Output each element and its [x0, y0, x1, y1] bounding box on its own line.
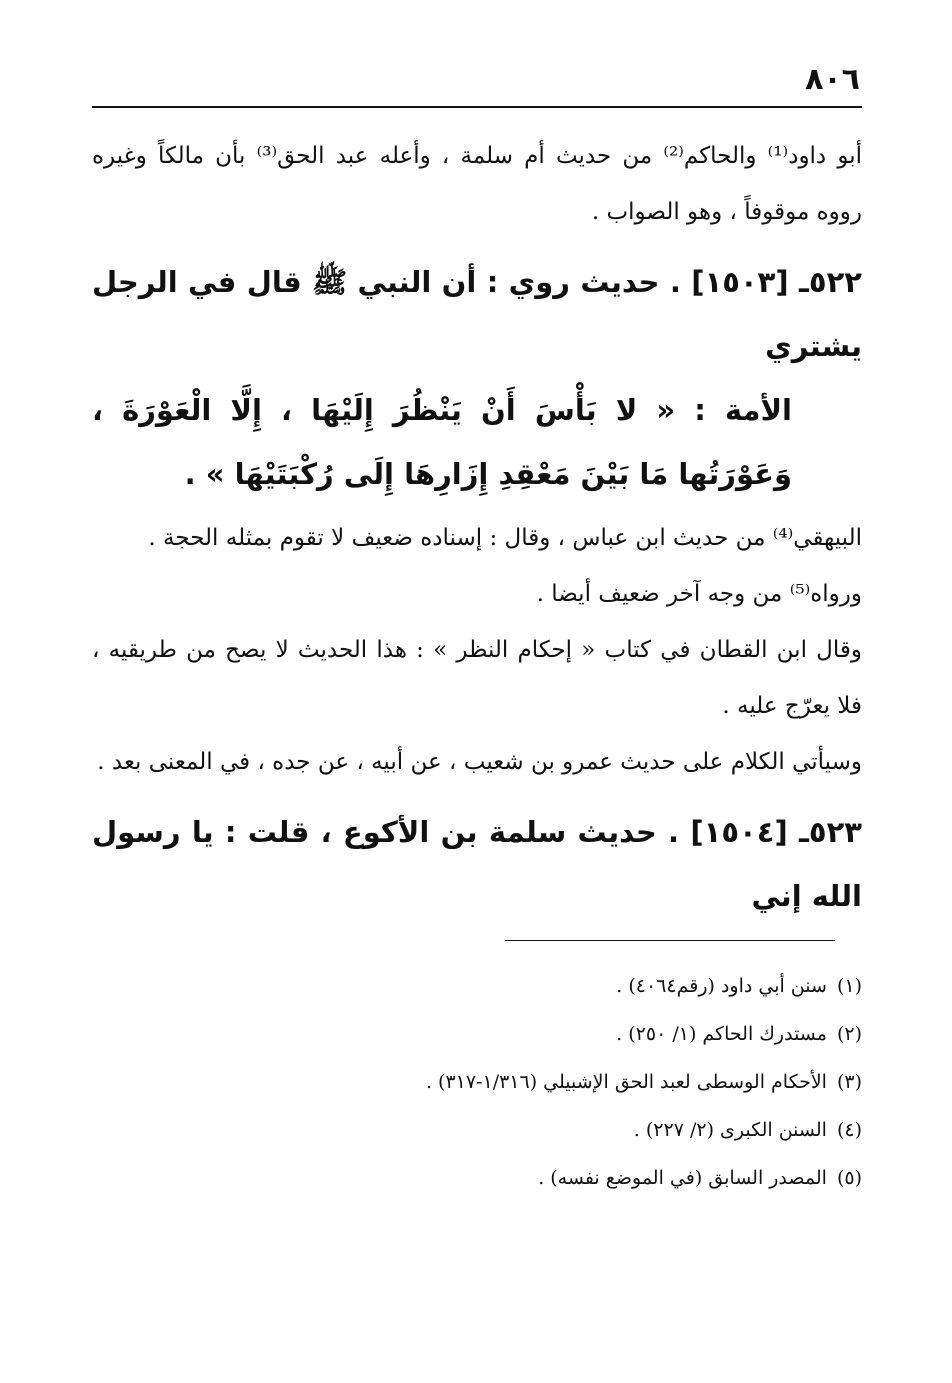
- hadith-522: [92, 250, 862, 506]
- footnote: [92, 1154, 862, 1202]
- footnote: [92, 1010, 862, 1058]
- hadith-523-heading: ٥٢٣ـ [١٥٠٤] . حديث سلمة بن الأكوع ، قلت : يا رسول الله إني: [92, 815, 862, 913]
- footnote-separator: [505, 940, 835, 941]
- header-rule: [92, 106, 862, 108]
- hadith-522-heading: ٥٢٢ـ [١٥٠٣] . حديث روي : أن النبي ﷺ قال في الرجل يشتري: [92, 265, 863, 363]
- paragraph-ibn-al-qattan: وقال ابن القطان في كتاب « إحكام النظر » : هذا الحديث لا يصح من طريقيه ، فلا يعرّج عليه .: [92, 637, 862, 719]
- main-text: [92, 128, 862, 928]
- footnote-number: (١): [836, 975, 862, 997]
- paragraph-another-route: ورواه⁽⁵⁾ من وجه آخر ضعيف أيضا .: [536, 581, 862, 607]
- footnote-number: (٢): [836, 1023, 862, 1045]
- footnote-text: مستدرك الحاكم (١/ ٢٥٠) .: [616, 1023, 827, 1045]
- footnote-text: سنن أبي داود (رقم٤٠٦٤) .: [616, 975, 827, 997]
- paragraph-amr-ibn-shuayb: وسيأتي الكلام على حديث عمرو بن شعيب ، عن أبيه ، عن جده ، في المعنى بعد .: [97, 749, 862, 775]
- footnote: [92, 1106, 862, 1154]
- footnote-text: المصدر السابق (في الموضع نفسه) .: [538, 1167, 827, 1189]
- paragraph-bayhaqi: البيهقي⁽⁴⁾ من حديث ابن عباس ، وقال : إسناده ضعيف لا تقوم بمثله الحجة .: [148, 525, 862, 551]
- page-number: ٨٠٦: [805, 62, 860, 97]
- hadith-522-text: الأمة : « لا بَأْسَ أَنْ يَنْظُرَ إِلَيْهَا ، إِلَّا الْعَوْرَةَ ، وَعَوْرَتُها مَا بَيْنَ مَعْقِدِ إِزَارِهَا إِلَى رُكْبَتَيْهَا » .: [92, 393, 792, 491]
- footnote-text: السنن الكبرى (٢/ ٢٢٧) .: [633, 1119, 827, 1141]
- footnotes: [92, 962, 862, 1202]
- footnote-number: (٣): [836, 1071, 862, 1093]
- footnote-number: (٤): [836, 1119, 862, 1141]
- footnote: [92, 1058, 862, 1106]
- footnote-number: (٥): [836, 1167, 862, 1189]
- footnote: [92, 962, 862, 1010]
- hadith-523: [92, 800, 862, 928]
- paragraph-abu-dawud: أبو داود⁽¹⁾ والحاكم⁽²⁾ من حديث أم سلمة ، وأعله عبد الحق⁽³⁾ بأن مالكاً وغيره رووه موقوفاً ، وهو الصواب .: [92, 143, 862, 225]
- footnote-text: الأحكام الوسطى لعبد الحق الإشبيلي (١/٣١٦-٣١٧) .: [425, 1071, 827, 1093]
